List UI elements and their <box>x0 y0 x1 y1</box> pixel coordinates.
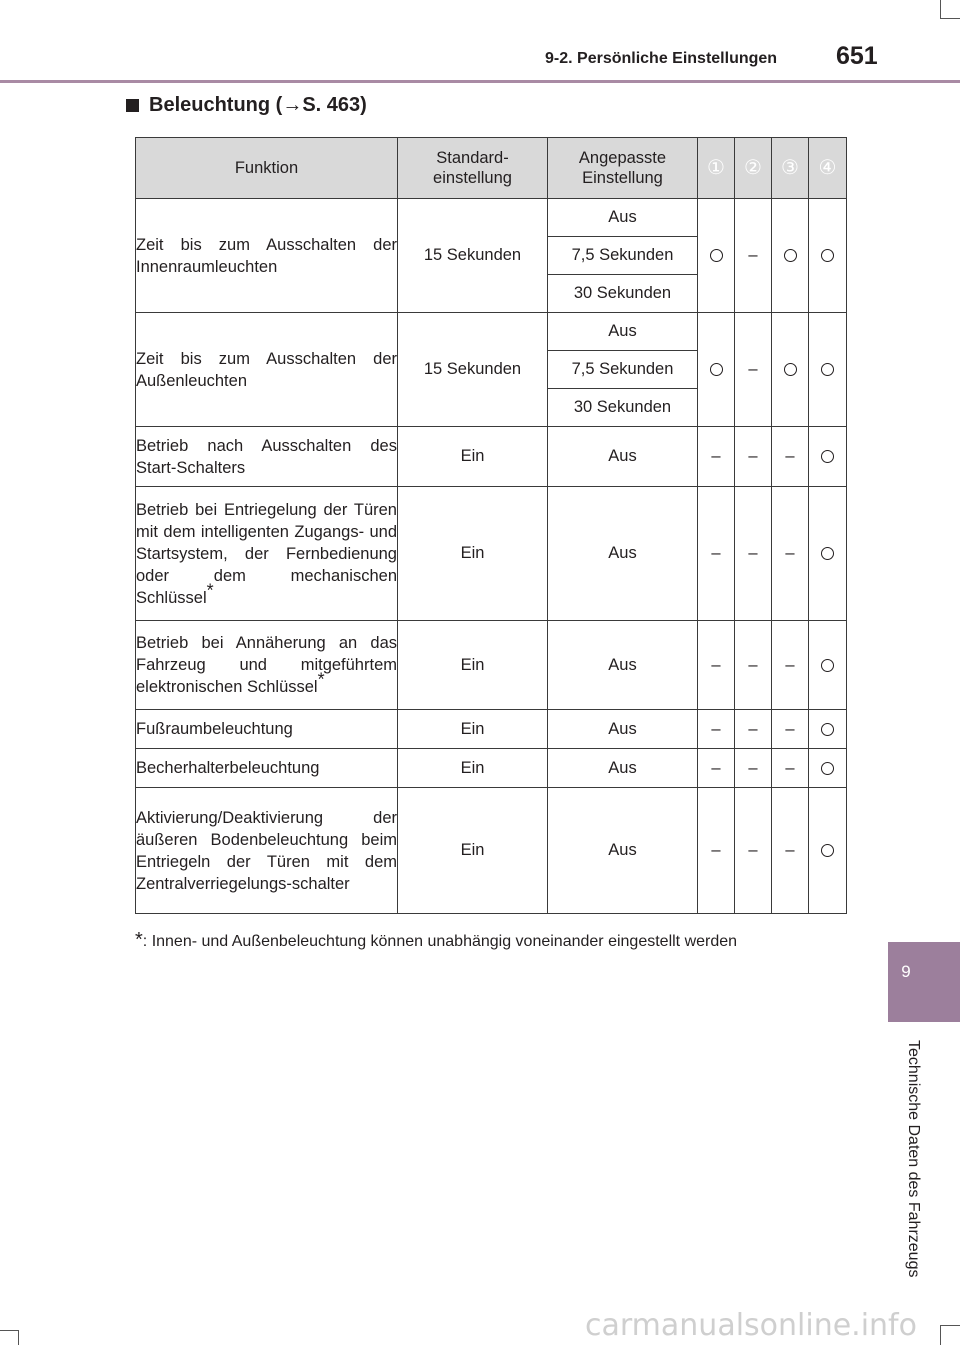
mark-cell <box>809 487 847 621</box>
function-cell: Betrieb nach Ausschalten des Start-Schalters <box>136 427 398 487</box>
mark-cell <box>772 313 809 427</box>
table-row <box>136 621 847 710</box>
mark-cell <box>735 749 772 788</box>
unavailable-dash: – <box>748 447 758 465</box>
mark-cell <box>772 427 809 487</box>
unavailable-dash: – <box>748 655 758 674</box>
available-circle-icon <box>821 659 834 672</box>
mark-cell <box>809 313 847 427</box>
available-circle-icon <box>710 363 723 376</box>
mark-cell <box>698 788 735 914</box>
mark-cell <box>698 313 735 427</box>
footnote-marker: * <box>206 580 214 600</box>
default-cell: Ein <box>398 621 548 710</box>
mark-cell <box>735 487 772 621</box>
table-row <box>136 710 847 749</box>
function-cell: Becherhalterbeleuchtung <box>136 749 398 788</box>
page-number: 651 <box>836 42 878 70</box>
option-cell: 7,5 Sekunden <box>548 351 698 389</box>
available-circle-icon <box>821 249 834 262</box>
mark-cell <box>772 199 809 313</box>
function-cell <box>136 487 398 621</box>
running-header: 9-2. Persönliche Einstellungen <box>545 50 778 67</box>
chapter-tab <box>888 942 960 1022</box>
header-custom: Angepasste Einstellung <box>548 138 698 199</box>
available-circle-icon <box>784 249 797 262</box>
function-text: Betrieb bei Entriegelung der Türen mit dem intelligenten Zugangs- und Startsystem, der Fernbedienung oder dem mechanischen Schlüssel <box>136 500 397 607</box>
function-cell: Zeit bis zum Ausschalten der Innenraumleuchten <box>136 199 398 313</box>
watermark: carmanualsonline.info <box>585 1308 917 1343</box>
mark-cell <box>809 427 847 487</box>
header-default: Standard- einstellung <box>398 138 548 199</box>
mark-cell <box>772 487 809 621</box>
chapter-number: 9 <box>901 962 911 981</box>
header-col-3: ③ <box>772 138 809 199</box>
mark-cell <box>698 621 735 710</box>
default-cell: Ein <box>398 749 548 788</box>
unavailable-dash: – <box>785 447 795 465</box>
table-row <box>136 749 847 788</box>
mark-cell <box>698 199 735 313</box>
default-cell: Ein <box>398 427 548 487</box>
option-cell: Aus <box>548 788 698 914</box>
function-cell: Aktivierung/Deaktivierung der äußeren Bodenbeleuchtung beim Entriegeln der Türen mit dem Zentralverriegelungs-schalter <box>136 788 398 914</box>
table-row <box>136 427 847 487</box>
header-function: Funktion <box>136 138 398 199</box>
unavailable-dash: – <box>711 841 721 859</box>
footnote-star: * <box>135 929 143 951</box>
option-cell: Aus <box>548 710 698 749</box>
crop-mark <box>940 0 941 18</box>
mark-cell <box>698 749 735 788</box>
function-cell: Fußraumbeleuchtung <box>136 710 398 749</box>
mark-cell <box>772 788 809 914</box>
mark-cell <box>735 788 772 914</box>
option-cell: 7,5 Sekunden <box>548 237 698 275</box>
unavailable-dash: – <box>785 655 795 674</box>
mark-cell <box>772 621 809 710</box>
crop-mark <box>940 1325 941 1345</box>
option-cell: Aus <box>548 199 698 237</box>
settings-table <box>135 137 847 914</box>
crop-mark <box>940 1325 960 1326</box>
mark-cell <box>735 427 772 487</box>
table-row <box>136 788 847 914</box>
mark-cell <box>809 710 847 749</box>
footnote-marker: * <box>317 669 325 690</box>
available-circle-icon <box>821 762 834 775</box>
mark-cell <box>698 427 735 487</box>
mark-cell <box>698 710 735 749</box>
unavailable-dash: – <box>785 758 795 777</box>
square-bullet-icon <box>126 99 139 112</box>
unavailable-dash: – <box>748 360 758 378</box>
unavailable-dash: – <box>785 719 795 738</box>
unavailable-dash: – <box>748 246 758 264</box>
mark-cell <box>735 199 772 313</box>
unavailable-dash: – <box>748 758 758 777</box>
available-circle-icon <box>821 450 834 463</box>
option-cell: Aus <box>548 621 698 710</box>
unavailable-dash: – <box>711 544 721 562</box>
section-heading <box>126 94 367 117</box>
mark-cell <box>772 710 809 749</box>
unavailable-dash: – <box>748 544 758 562</box>
option-cell: 30 Sekunden <box>548 389 698 427</box>
available-circle-icon <box>821 547 834 560</box>
available-circle-icon <box>821 723 834 736</box>
mark-cell <box>809 788 847 914</box>
option-cell: Aus <box>548 749 698 788</box>
mark-cell <box>809 749 847 788</box>
option-cell: Aus <box>548 427 698 487</box>
mark-cell <box>735 313 772 427</box>
unavailable-dash: – <box>748 719 758 738</box>
mark-cell <box>772 749 809 788</box>
table-row <box>136 199 847 237</box>
header-col-1: ① <box>698 138 735 199</box>
crop-mark <box>0 1330 18 1331</box>
mark-cell <box>809 621 847 710</box>
mark-cell <box>698 487 735 621</box>
crop-mark <box>940 18 960 19</box>
option-cell: 30 Sekunden <box>548 275 698 313</box>
option-cell: Aus <box>548 313 698 351</box>
section-title: Beleuchtung (→S. 463) <box>149 94 367 116</box>
footnote <box>135 929 737 952</box>
unavailable-dash: – <box>748 841 758 859</box>
available-circle-icon <box>821 844 834 857</box>
mark-cell <box>735 710 772 749</box>
unavailable-dash: – <box>785 841 795 859</box>
function-cell <box>136 621 398 710</box>
default-cell: Ein <box>398 487 548 621</box>
default-cell: 15 Sekunden <box>398 199 548 313</box>
unavailable-dash: – <box>711 719 721 738</box>
mark-cell <box>735 621 772 710</box>
available-circle-icon <box>784 363 797 376</box>
table-row <box>136 313 847 351</box>
available-circle-icon <box>710 249 723 262</box>
crop-mark <box>18 1330 19 1345</box>
available-circle-icon <box>821 363 834 376</box>
default-cell: Ein <box>398 788 548 914</box>
unavailable-dash: – <box>785 544 795 562</box>
unavailable-dash: – <box>711 655 721 674</box>
table-row <box>136 487 847 621</box>
default-cell: Ein <box>398 710 548 749</box>
header-col-4: ④ <box>809 138 847 199</box>
unavailable-dash: – <box>711 447 721 465</box>
mark-cell <box>809 199 847 313</box>
function-text: Betrieb bei Annäherung an das Fahrzeug und mitgeführtem elektronischen Schlüssel <box>136 634 397 696</box>
header-col-2: ② <box>735 138 772 199</box>
table-header-row <box>136 138 847 199</box>
option-cell: Aus <box>548 487 698 621</box>
header-rule <box>0 80 960 83</box>
function-cell: Zeit bis zum Ausschalten der Außenleuchten <box>136 313 398 427</box>
footnote-text: : Innen- und Außenbeleuchtung können unabhängig voneinander eingestellt werden <box>142 933 738 950</box>
chapter-title: Technische Daten des Fahrzeugs <box>905 1040 922 1278</box>
default-cell: 15 Sekunden <box>398 313 548 427</box>
unavailable-dash: – <box>711 758 721 777</box>
